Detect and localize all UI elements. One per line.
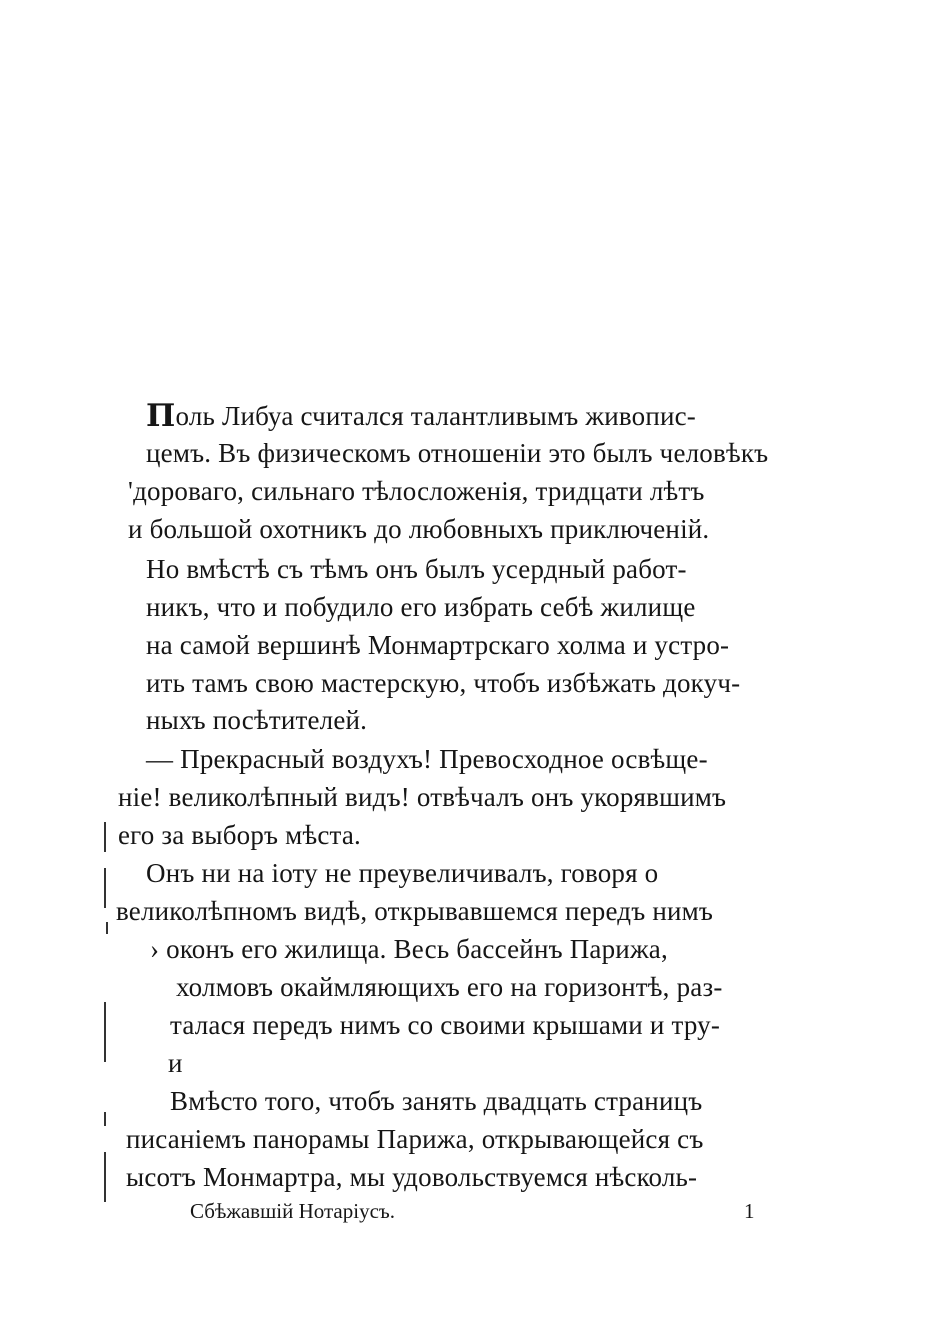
drop-cap: П: [146, 398, 176, 434]
text-line-9: ныхъ посѣтителей.: [146, 705, 368, 735]
text-line-14: великолѣпномъ видѣ, открывавшемся передъ нимъ: [116, 896, 714, 926]
binding-gutter-marks: [100, 812, 114, 1202]
text-line-12: его за выборъ мѣста.: [118, 820, 361, 850]
text-line-11: нiе! великолѣпный видъ! отвѣчалъ онъ укорявшимъ: [118, 782, 727, 812]
text-line-8: ить тамъ свою мастерскую, чтобъ избѣжать докуч-: [146, 668, 741, 698]
text-line-3: 'дороваго, сильнаго тѣлосложенiя, тридцати лѣтъ: [128, 476, 705, 506]
text-line-13: Онъ ни на iоту не преувеличивалъ, говоря о: [146, 858, 659, 888]
text-line-19: Вмѣсто того, чтобъ занять двадцать страницъ: [170, 1086, 703, 1116]
text-line-7: на самой вершинѣ Монмартрскаго холма и устро-: [146, 630, 730, 660]
text-line-16: холмовъ окаймляющихъ его на горизонтѣ, раз-: [176, 972, 723, 1002]
text-line-17: талася передъ нимъ со своими крышами и тру-: [170, 1010, 721, 1040]
text-line-10: — Прекрасный воздухъ! Превосходное освѣще-: [146, 744, 708, 774]
line-text: оль Либуа считался талантливымъ живопис-: [175, 401, 696, 431]
text-line-20: писанiемъ панорамы Парижа, открывающейся съ: [126, 1124, 704, 1154]
text-line-2: цемъ. Въ физическомъ отношенiи это былъ человѣкъ: [146, 438, 769, 468]
footer-title: Сбѣжавшiй Нотарiусъ.: [190, 1199, 395, 1223]
text-line-4: и большой охотникъ до любовныхъ приключенiй.: [128, 514, 710, 544]
text-line-1: [146, 398, 696, 433]
text-line-21: ысотъ Монмартра, мы удовольствуемся нѣсколь-: [126, 1162, 698, 1192]
text-line-5: Но вмѣстѣ съ тѣмъ онъ былъ усердный работ-: [146, 554, 687, 584]
text-line-15: › оконъ его жилища. Весь бассейнъ Парижа,: [150, 934, 668, 964]
text-line-18: и: [168, 1048, 183, 1078]
page-number: 1: [744, 1199, 755, 1223]
text-line-6: никъ, что и побудило его избрать себѣ жилище: [146, 592, 696, 622]
